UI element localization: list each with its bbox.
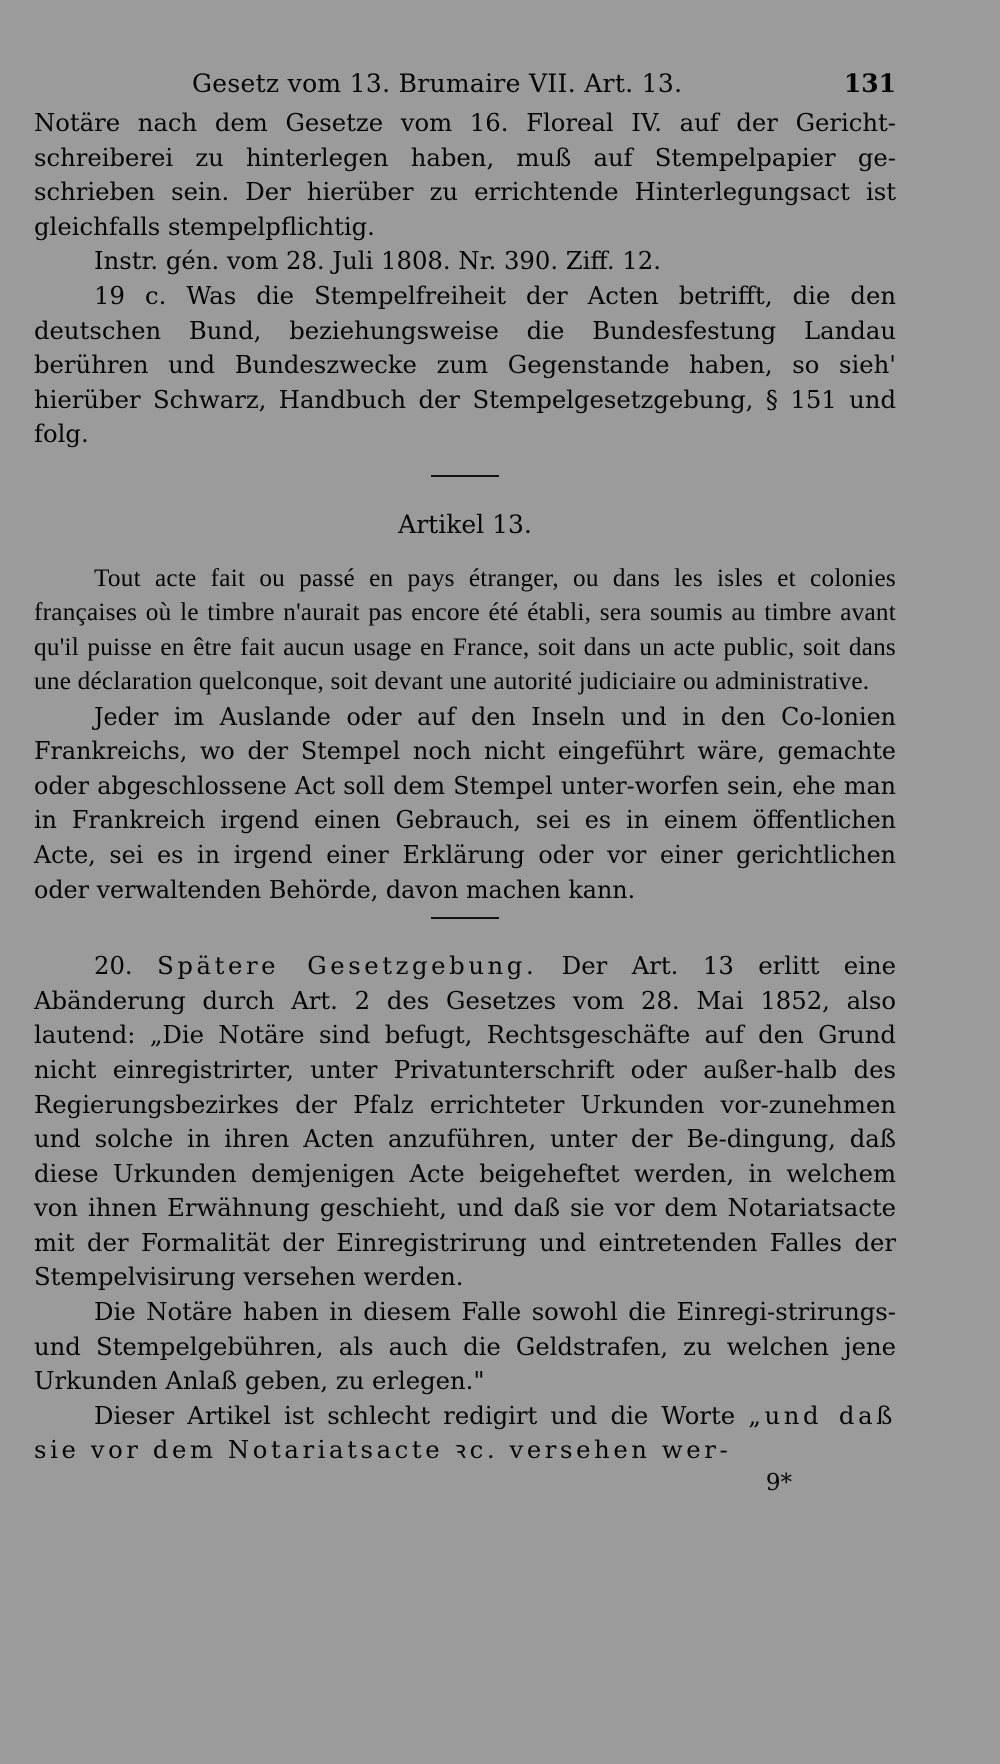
- article-french-text: Tout acte fait ou passé en pays étranger, ou dans les isles et colonies françaises où le timbre n'aurait pas encore été établi, sera soumis au timbre avant qu'il puisse en être fait aucun usage en France, soit dans un acte public, soit dans une déclaration quelconque, soit devant une autorité judiciaire ou administrative.: [34, 564, 896, 696]
- note-19c: 19 c. Was die Stempelfreiheit der Acten betrifft, die den deutschen Bund, beziehungsweise die Bundesfestung Landau berühren und Bundeszwecke zum Gegenstande haben, so sieh' hierüber Schwarz, Handbuch der Stempelgesetzgebung, § 151 und folg.: [34, 280, 896, 449]
- running-title: Gesetz vom 13. Brumaire VII. Art. 13.: [192, 69, 683, 98]
- signature-mark: 9*: [765, 1470, 792, 1497]
- criticism-quote: „und daß sie vor dem Notariatsacte ꝛc. versehen wer-: [34, 1400, 896, 1465]
- later-legislation-paragraph: [34, 949, 896, 1295]
- section-divider: [431, 475, 499, 477]
- section-text: Der Art. 13 erlitt eine Abänderung durch Art. 2 des Gesetzes vom 28. Mai 1852, also lautend: „Die Notäre sind befugt, Rechtsgeschäfte auf den Grund nicht einregistrirter, unter Privatunterschrift oder außer-halb des Regierungsbezirkes der Pfalz errichteter Urkunden vor-zunehmen und solche in ihren Acten anzuführen, unter der Be-dingung, daß diese Urkunden demjenigen Acte beigeheftet werden, in welchem von ihnen Erwähnung geschieht, und daß sie vor dem Notariatsacte mit der Formalität der Einregistrirung und eintretenden Falles der Stempelvisirung versehen werden.: [34, 951, 896, 1292]
- page-content: [34, 62, 896, 1498]
- section-divider: [431, 917, 499, 919]
- criticism-paragraph: [34, 1399, 896, 1468]
- notary-fees-paragraph: Die Notäre haben in diesem Falle sowohl die Einregi-strirungs- und Stempelgebühren, als auch die Geldstrafen, zu welchen jene Urkunden Anlaß geben, zu erlegen.": [34, 1297, 896, 1396]
- paragraph-deposit: Notäre nach dem Gesetze vom 16. Floreal IV. auf der Gericht-schreiberei zu hinterlegen haben, muß auf Stempelpapier ge-schrieben sein. Der hierüber zu errichtende Hinterlegungsact ist gleichfalls stempelpflichtig.: [34, 108, 896, 241]
- page-number: 131: [843, 69, 896, 98]
- instruction-reference: Instr. gén. vom 28. Juli 1808. Nr. 390. Ziff. 12.: [94, 246, 661, 276]
- article-german-text: Jeder im Auslande oder auf den Inseln und in den Co-lonien Frankreichs, wo der Stempel noch nicht eingeführt wäre, gemachte oder abgeschlossene Act soll dem Stempel unter-worfen sein, ehe man in Frankreich irgend einen Gebrauch, sei es in einem öffentlichen Acte, sei es in irgend einer Erklärung oder vor einer gerichtlichen oder verwaltenden Behörde, davon machen kann.: [34, 702, 896, 904]
- article-title: Artikel 13.: [398, 509, 532, 539]
- page-header: [34, 62, 896, 106]
- criticism-lead: Dieser Artikel ist schlecht redigirt und die Worte: [94, 1400, 736, 1430]
- section-heading: Spätere Gesetzgebung.: [157, 951, 538, 981]
- section-number: 20.: [94, 951, 133, 981]
